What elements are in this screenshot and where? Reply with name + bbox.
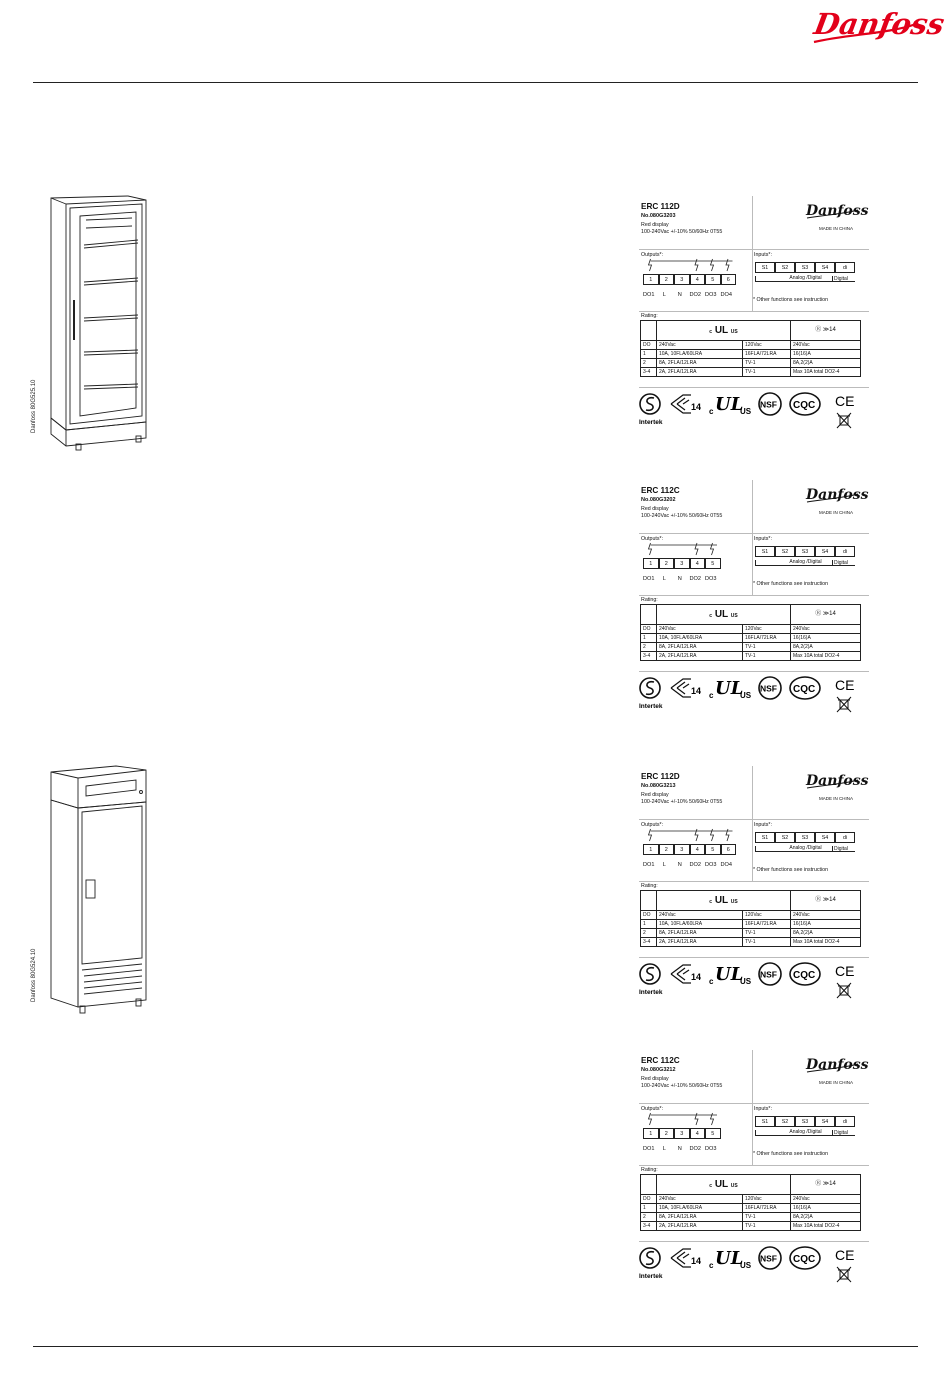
product-label bbox=[639, 766, 869, 1008]
certification-marks bbox=[639, 672, 861, 722]
product-label bbox=[639, 480, 869, 722]
certification-marks bbox=[639, 1242, 861, 1292]
input-terminal: di bbox=[835, 262, 855, 273]
model-name: ERC 112D bbox=[641, 772, 680, 781]
terminal-name: DO2 bbox=[689, 1146, 701, 1152]
svg-text:Danfoss: Danfoss bbox=[806, 487, 869, 503]
input-terminal-strip bbox=[755, 546, 855, 557]
rating-label: Rating: bbox=[641, 883, 658, 889]
terminal-name: DO3 bbox=[704, 1146, 717, 1152]
rating-head-cell: DO bbox=[641, 341, 657, 350]
nsf-mark: NSF bbox=[760, 969, 777, 980]
terminal-name: DO2 bbox=[689, 576, 701, 582]
svg-text:US: US bbox=[740, 407, 752, 416]
input-terminal: S1 bbox=[755, 546, 775, 557]
output-terminal: 1 bbox=[643, 558, 659, 569]
weee-icon bbox=[837, 983, 851, 998]
instruction-note: * Other functions see instruction bbox=[753, 867, 829, 873]
rating-cell: TV-1 bbox=[743, 652, 791, 661]
ce-mark: CE bbox=[835, 963, 855, 979]
made-in: MADE IN CHINA bbox=[819, 510, 854, 515]
weee-icon bbox=[837, 413, 851, 428]
output-wiring bbox=[643, 829, 743, 844]
cert-header: Ⓡ ≫14 bbox=[791, 1175, 861, 1195]
etl-mark: 14 bbox=[691, 402, 702, 412]
input-terminal: S4 bbox=[815, 546, 835, 557]
ul-header: c UL US bbox=[657, 891, 791, 911]
rating-row bbox=[641, 929, 861, 938]
rating-row bbox=[641, 920, 861, 929]
rating-cell: 16FLA/72LRA bbox=[743, 350, 791, 359]
terminal-name: DO2 bbox=[689, 862, 701, 868]
weee-icon bbox=[837, 1267, 851, 1282]
danfoss-mini-logo bbox=[804, 1054, 869, 1074]
input-terminal: S4 bbox=[815, 832, 835, 843]
output-terminal: 3 bbox=[674, 558, 690, 569]
terminal-name: DO3 bbox=[704, 576, 717, 582]
svg-text:UL: UL bbox=[715, 394, 744, 415]
output-terminal: 4 bbox=[690, 1128, 706, 1139]
rating-header-row bbox=[641, 341, 861, 350]
cert-header: Ⓡ ≫14 bbox=[791, 321, 861, 341]
analog-digital-label: Analog /Digital bbox=[755, 276, 855, 282]
digital-label: Digital bbox=[834, 846, 848, 852]
rating-cell: 16(16)A bbox=[791, 1204, 861, 1213]
terminal-names bbox=[641, 292, 734, 299]
rating-row bbox=[641, 1222, 861, 1231]
rating-cell: 2 bbox=[641, 643, 657, 652]
rating-head-cell: 120Vac bbox=[743, 625, 791, 634]
rating-row bbox=[641, 368, 861, 377]
etl-mark: 14 bbox=[691, 1256, 702, 1266]
ul-mark: c bbox=[709, 691, 714, 700]
model-name: ERC 112D bbox=[641, 202, 680, 211]
rating-cell: 2A, 2FLA/12LRA bbox=[657, 652, 743, 661]
rating-row bbox=[641, 652, 861, 661]
output-terminal: 5 bbox=[705, 844, 721, 855]
display-type: Red display bbox=[641, 506, 669, 512]
output-terminal: 1 bbox=[643, 274, 659, 285]
input-terminal: di bbox=[835, 546, 855, 557]
svg-text:Danfoss: Danfoss bbox=[806, 203, 869, 219]
ul-mark: c bbox=[709, 1261, 714, 1270]
rating-cell: 16(16)A bbox=[791, 920, 861, 929]
rating-head-cell: 240Vac bbox=[791, 341, 861, 350]
danfoss-mini-logo bbox=[804, 484, 869, 504]
input-terminal: S3 bbox=[795, 262, 815, 273]
outputs-label: Outputs*: bbox=[641, 536, 664, 542]
terminal-names bbox=[641, 862, 734, 869]
output-terminal: 5 bbox=[705, 1128, 721, 1139]
analog-digital-label: Analog /Digital bbox=[755, 1130, 855, 1136]
input-terminal: S3 bbox=[795, 832, 815, 843]
cqc-mark: CQC bbox=[793, 684, 816, 695]
rating-cell: 8A,2(2)A bbox=[791, 929, 861, 938]
rating-head-cell: 120Vac bbox=[743, 1195, 791, 1204]
glass-door-cabinet-drawing bbox=[46, 190, 161, 455]
rating-cell: Max 10A total DO2-4 bbox=[791, 652, 861, 661]
rating-head-cell: DO bbox=[641, 911, 657, 920]
output-terminal-strip bbox=[643, 558, 721, 569]
output-terminal: 5 bbox=[705, 274, 721, 285]
output-terminal: 3 bbox=[674, 1128, 690, 1139]
rating-row bbox=[641, 1213, 861, 1222]
intertek-label: Intertek bbox=[639, 989, 663, 996]
rating-cell: TV-1 bbox=[743, 359, 791, 368]
ce-mark: CE bbox=[835, 1247, 855, 1263]
svg-text:US: US bbox=[740, 977, 752, 986]
rating-table bbox=[640, 1174, 861, 1231]
display-type: Red display bbox=[641, 222, 669, 228]
output-terminal: 1 bbox=[643, 844, 659, 855]
nsf-mark: NSF bbox=[760, 399, 777, 410]
rating-head-cell: 120Vac bbox=[743, 341, 791, 350]
cqc-mark: CQC bbox=[793, 1254, 816, 1265]
input-terminal: S2 bbox=[775, 546, 795, 557]
output-terminal: 5 bbox=[705, 558, 721, 569]
input-terminal: S4 bbox=[815, 262, 835, 273]
input-terminal: di bbox=[835, 1116, 855, 1127]
rating-head-cell: 240Vac bbox=[657, 341, 743, 350]
input-terminal: S1 bbox=[755, 832, 775, 843]
terminal-name: DO3 bbox=[704, 862, 717, 868]
cabinet-code: Danfoss 80G525.10 bbox=[31, 379, 37, 433]
output-wiring bbox=[643, 1113, 743, 1128]
rating-row bbox=[641, 350, 861, 359]
rating-row bbox=[641, 634, 861, 643]
output-terminal-strip bbox=[643, 1128, 721, 1139]
output-terminal: 6 bbox=[721, 844, 737, 855]
rating-cell: 3-4 bbox=[641, 1222, 657, 1231]
certification-marks bbox=[639, 388, 861, 438]
supply-spec: 100-240Vac +/-10% 50/60Hz 0T55 bbox=[641, 1083, 723, 1089]
svg-text:US: US bbox=[740, 691, 752, 700]
instruction-note: * Other functions see instruction bbox=[753, 297, 829, 303]
rating-row bbox=[641, 1204, 861, 1213]
rating-cell: 16FLA/72LRA bbox=[743, 634, 791, 643]
solid-door-cabinet-drawing bbox=[46, 762, 161, 1027]
instruction-note: * Other functions see instruction bbox=[753, 581, 829, 587]
rating-cell: 8A, 2FLA/12LRA bbox=[657, 1213, 743, 1222]
rating-cell: TV-1 bbox=[743, 1213, 791, 1222]
rating-cell: TV-1 bbox=[743, 1222, 791, 1231]
cabinet-code: Danfoss 80G524.10 bbox=[31, 948, 37, 1002]
svg-text:Danfoss: Danfoss bbox=[806, 1057, 869, 1073]
terminal-name: L bbox=[662, 1146, 666, 1152]
rating-table bbox=[640, 320, 861, 377]
rating-row bbox=[641, 643, 861, 652]
rating-cell: 8A, 2FLA/12LRA bbox=[657, 643, 743, 652]
input-terminal: S3 bbox=[795, 1116, 815, 1127]
svg-text:Danfoss: Danfoss bbox=[811, 7, 947, 41]
supply-spec: 100-240Vac +/-10% 50/60Hz 0T55 bbox=[641, 229, 723, 235]
rating-label: Rating: bbox=[641, 313, 658, 319]
header-rule bbox=[33, 82, 918, 83]
rating-cell: 10A, 10FLA/60LRA bbox=[657, 920, 743, 929]
ul-header: c UL US bbox=[657, 605, 791, 625]
output-terminal: 3 bbox=[674, 844, 690, 855]
product-label bbox=[639, 1050, 869, 1292]
nsf-mark: NSF bbox=[760, 1253, 777, 1264]
supply-spec: 100-240Vac +/-10% 50/60Hz 0T55 bbox=[641, 799, 723, 805]
rating-cell: 2 bbox=[641, 929, 657, 938]
certification-marks bbox=[639, 958, 861, 1008]
danfoss-mini-logo bbox=[804, 770, 869, 790]
input-terminal: S2 bbox=[775, 832, 795, 843]
terminal-names bbox=[641, 576, 719, 583]
outputs-label: Outputs*: bbox=[641, 822, 664, 828]
rating-header-row bbox=[641, 625, 861, 634]
intertek-label: Intertek bbox=[639, 1273, 663, 1280]
terminal-name: DO1 bbox=[642, 862, 655, 868]
rating-row bbox=[641, 359, 861, 368]
output-terminal: 2 bbox=[659, 844, 675, 855]
output-terminal-strip bbox=[643, 274, 736, 285]
display-type: Red display bbox=[641, 1076, 669, 1082]
output-terminal: 4 bbox=[690, 844, 706, 855]
rating-cell: 2 bbox=[641, 1213, 657, 1222]
terminal-name: DO1 bbox=[642, 576, 655, 582]
rating-head-cell: 120Vac bbox=[743, 911, 791, 920]
rating-label: Rating: bbox=[641, 597, 658, 603]
cert-header: Ⓡ ≫14 bbox=[791, 605, 861, 625]
rating-header-row bbox=[641, 1195, 861, 1204]
part-number: No.080G3212 bbox=[641, 1067, 676, 1073]
rating-cell: 10A, 10FLA/60LRA bbox=[657, 1204, 743, 1213]
rating-cell: 8A,2(2)A bbox=[791, 1213, 861, 1222]
terminal-name: N bbox=[677, 292, 682, 298]
rating-cell: 8A, 2FLA/12LRA bbox=[657, 929, 743, 938]
display-type: Red display bbox=[641, 792, 669, 798]
product-label bbox=[639, 196, 869, 438]
rating-cell: 2A, 2FLA/12LRA bbox=[657, 368, 743, 377]
ul-mark: c bbox=[709, 977, 714, 986]
cert-header: Ⓡ ≫14 bbox=[791, 891, 861, 911]
rating-cell: 1 bbox=[641, 350, 657, 359]
rating-cell: 8A,2(2)A bbox=[791, 643, 861, 652]
rating-cell: 10A, 10FLA/60LRA bbox=[657, 634, 743, 643]
rating-row bbox=[641, 938, 861, 947]
terminal-name: DO4 bbox=[720, 292, 732, 298]
terminal-name: DO1 bbox=[642, 1146, 655, 1152]
terminal-name: L bbox=[662, 576, 666, 582]
input-terminal: S2 bbox=[775, 262, 795, 273]
rating-cell: TV-1 bbox=[743, 938, 791, 947]
rating-head-cell: 240Vac bbox=[791, 1195, 861, 1204]
intertek-label: Intertek bbox=[639, 703, 663, 710]
rating-cell: 3-4 bbox=[641, 368, 657, 377]
model-name: ERC 112C bbox=[641, 486, 680, 495]
input-terminal: S1 bbox=[755, 1116, 775, 1127]
terminal-name: DO2 bbox=[689, 292, 701, 298]
rating-header-row bbox=[641, 911, 861, 920]
made-in: MADE IN CHINA bbox=[819, 226, 854, 231]
input-terminal-strip bbox=[755, 832, 855, 843]
ul-mark: c bbox=[709, 407, 714, 416]
rating-cell: Max 10A total DO2-4 bbox=[791, 938, 861, 947]
made-in: MADE IN CHINA bbox=[819, 796, 854, 801]
rating-head-cell: DO bbox=[641, 625, 657, 634]
etl-mark: 14 bbox=[691, 686, 702, 696]
output-wiring bbox=[643, 543, 743, 558]
output-terminal: 1 bbox=[643, 1128, 659, 1139]
part-number: No.080G3203 bbox=[641, 213, 676, 219]
rating-cell: TV-1 bbox=[743, 643, 791, 652]
terminal-name: DO1 bbox=[642, 292, 655, 298]
nsf-mark: NSF bbox=[760, 683, 777, 694]
danfoss-mini-logo bbox=[804, 200, 869, 220]
instruction-note: * Other functions see instruction bbox=[753, 1151, 829, 1157]
rating-cell: 2A, 2FLA/12LRA bbox=[657, 1222, 743, 1231]
analog-digital-label: Analog /Digital bbox=[755, 846, 855, 852]
outputs-label: Outputs*: bbox=[641, 252, 664, 258]
ul-header: c UL US bbox=[657, 1175, 791, 1195]
danfoss-logo bbox=[808, 4, 947, 48]
rating-cell: 1 bbox=[641, 920, 657, 929]
digital-label: Digital bbox=[834, 276, 848, 282]
rating-table bbox=[640, 604, 861, 661]
inputs-label: Inputs*: bbox=[754, 536, 772, 542]
model-name: ERC 112C bbox=[641, 1056, 680, 1065]
cqc-mark: CQC bbox=[793, 970, 816, 981]
supply-spec: 100-240Vac +/-10% 50/60Hz 0T55 bbox=[641, 513, 723, 519]
etl-mark: 14 bbox=[691, 972, 702, 982]
svg-text:US: US bbox=[740, 1261, 752, 1270]
input-terminal: S4 bbox=[815, 1116, 835, 1127]
made-in: MADE IN CHINA bbox=[819, 1080, 854, 1085]
output-terminal: 3 bbox=[674, 274, 690, 285]
ce-mark: CE bbox=[835, 677, 855, 693]
rating-head-cell: DO bbox=[641, 1195, 657, 1204]
rating-cell: 16(16)A bbox=[791, 350, 861, 359]
rating-cell: 2 bbox=[641, 359, 657, 368]
terminal-name: N bbox=[677, 1146, 682, 1152]
output-terminal: 2 bbox=[659, 1128, 675, 1139]
part-number: No.080G3213 bbox=[641, 783, 676, 789]
svg-text:UL: UL bbox=[715, 1248, 744, 1269]
rating-cell: 3-4 bbox=[641, 938, 657, 947]
rating-cell: 16FLA/72LRA bbox=[743, 1204, 791, 1213]
rating-head-cell: 240Vac bbox=[791, 911, 861, 920]
input-terminal-strip bbox=[755, 262, 855, 273]
digital-label: Digital bbox=[834, 560, 848, 566]
svg-text:UL: UL bbox=[715, 678, 744, 699]
rating-cell: 2A, 2FLA/12LRA bbox=[657, 938, 743, 947]
ce-mark: CE bbox=[835, 393, 855, 409]
output-wiring bbox=[643, 259, 743, 274]
rating-head-cell: 240Vac bbox=[657, 625, 743, 634]
rating-cell: 8A,2(2)A bbox=[791, 359, 861, 368]
terminal-name: L bbox=[662, 292, 666, 298]
rating-cell: 3-4 bbox=[641, 652, 657, 661]
rating-head-cell: 240Vac bbox=[791, 625, 861, 634]
terminal-name: N bbox=[677, 576, 682, 582]
footer-rule bbox=[33, 1346, 918, 1347]
terminal-name: DO4 bbox=[720, 862, 732, 868]
cqc-mark: CQC bbox=[793, 400, 816, 411]
rating-cell: 16FLA/72LRA bbox=[743, 920, 791, 929]
weee-icon bbox=[837, 697, 851, 712]
inputs-label: Inputs*: bbox=[754, 822, 772, 828]
outputs-label: Outputs*: bbox=[641, 1106, 664, 1112]
rating-cell: 8A, 2FLA/12LRA bbox=[657, 359, 743, 368]
rating-head-cell: 240Vac bbox=[657, 911, 743, 920]
ul-header: c UL US bbox=[657, 321, 791, 341]
rating-cell: Max 10A total DO2-4 bbox=[791, 1222, 861, 1231]
output-terminal: 6 bbox=[721, 274, 737, 285]
output-terminal: 2 bbox=[659, 274, 675, 285]
svg-text:Danfoss: Danfoss bbox=[806, 773, 869, 789]
rating-cell: 10A, 10FLA/60LRA bbox=[657, 350, 743, 359]
rating-cell: 1 bbox=[641, 634, 657, 643]
output-terminal: 4 bbox=[690, 558, 706, 569]
inputs-label: Inputs*: bbox=[754, 252, 772, 258]
analog-digital-label: Analog /Digital bbox=[755, 560, 855, 566]
rating-cell: Max 10A total DO2-4 bbox=[791, 368, 861, 377]
input-terminal: di bbox=[835, 832, 855, 843]
terminal-names bbox=[641, 1146, 719, 1153]
digital-label: Digital bbox=[834, 1130, 848, 1136]
rating-label: Rating: bbox=[641, 1167, 658, 1173]
part-number: No.080G3202 bbox=[641, 497, 676, 503]
output-terminal: 4 bbox=[690, 274, 706, 285]
svg-text:UL: UL bbox=[715, 964, 744, 985]
rating-cell: TV-1 bbox=[743, 368, 791, 377]
terminal-name: DO3 bbox=[704, 292, 717, 298]
rating-cell: 1 bbox=[641, 1204, 657, 1213]
terminal-name: N bbox=[677, 862, 682, 868]
input-terminal: S3 bbox=[795, 546, 815, 557]
rating-cell: TV-1 bbox=[743, 929, 791, 938]
terminal-name: L bbox=[662, 862, 666, 868]
input-terminal: S2 bbox=[775, 1116, 795, 1127]
inputs-label: Inputs*: bbox=[754, 1106, 772, 1112]
rating-head-cell: 240Vac bbox=[657, 1195, 743, 1204]
intertek-label: Intertek bbox=[639, 419, 663, 426]
output-terminal-strip bbox=[643, 844, 736, 855]
output-terminal: 2 bbox=[659, 558, 675, 569]
rating-table bbox=[640, 890, 861, 947]
input-terminal: S1 bbox=[755, 262, 775, 273]
input-terminal-strip bbox=[755, 1116, 855, 1127]
rating-cell: 16(16)A bbox=[791, 634, 861, 643]
